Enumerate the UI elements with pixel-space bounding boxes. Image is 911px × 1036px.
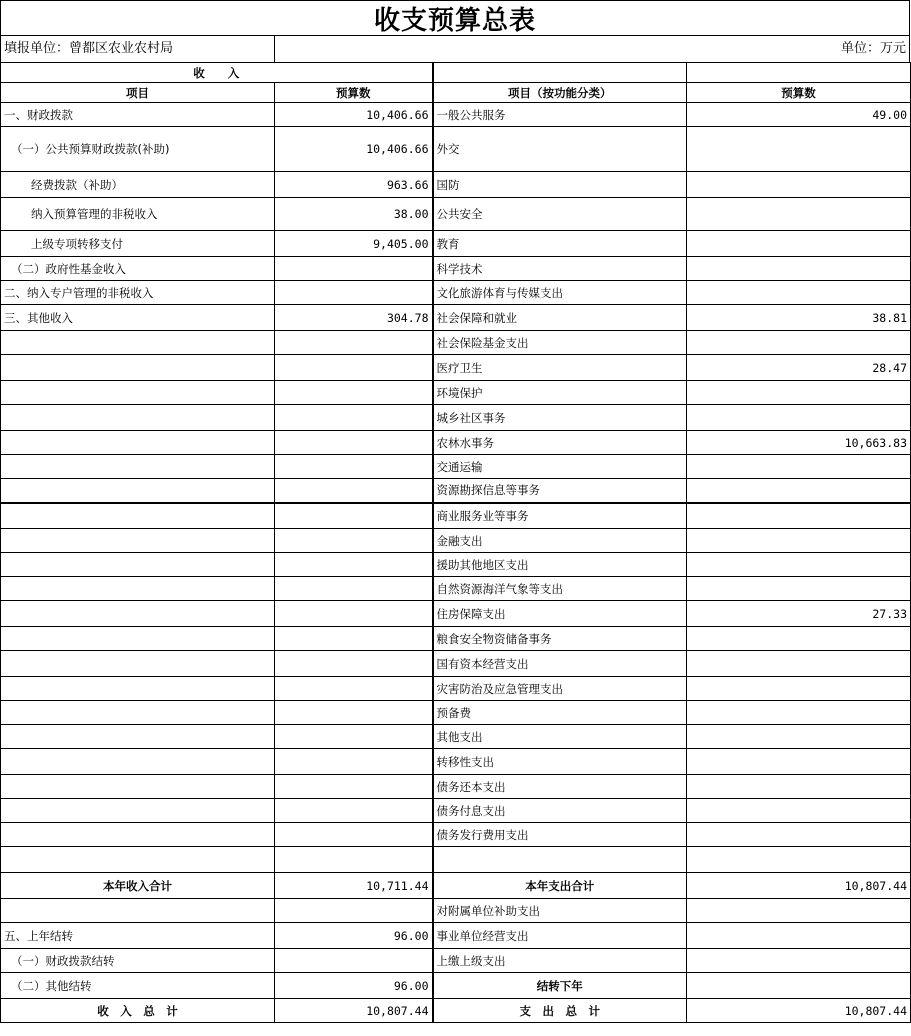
expense-amount-cell [687,949,911,973]
expense-item-cell: 医疗卫生 [433,355,687,381]
income-item-cell: （一）财政拨款结转 [1,949,275,973]
expense-item-cell: 金融支出 [433,529,687,553]
table-row [1,127,911,172]
table-row [1,172,911,198]
income-item-cell [1,651,275,677]
expense-item-cell: 上缴上级支出 [433,949,687,973]
expense-amount-cell [687,172,911,198]
expense-amount-cell [687,799,911,823]
expense-item-header: 项目（按功能分类） [433,83,687,103]
expense-item-cell: 城乡社区事务 [433,405,687,431]
expense-item-cell: 援助其他地区支出 [433,553,687,577]
table-row [1,257,911,281]
table-row [1,331,911,355]
income-amount-cell [275,627,433,651]
table-row [1,923,911,949]
expense-amount-cell: 28.47 [687,355,911,381]
income-item-cell: 三、其他收入 [1,305,275,331]
expense-section-header-blank [687,63,911,83]
income-item-cell: 上级专项转移支付 [1,231,275,257]
expense-item-cell: 国有资本经营支出 [433,651,687,677]
income-item-cell [1,503,275,529]
income-item-cell [1,749,275,775]
table-row [1,103,911,127]
income-amount-cell [275,749,433,775]
expense-item-cell: 粮食安全物资储备事务 [433,627,687,651]
income-amount-cell: 963.66 [275,172,433,198]
table-row [1,231,911,257]
table-row [1,601,911,627]
table-row [1,999,911,1023]
reporting-unit: 填报单位：曾都区农业农村局 [0,36,274,62]
table-row [1,431,911,455]
income-item-cell: 五、上年结转 [1,923,275,949]
expense-item-cell [433,847,687,873]
expense-amount-cell [687,503,911,529]
expense-item-cell: 本年支出合计 [433,873,687,899]
income-item-cell: 经费拨款（补助） [1,172,275,198]
income-item-cell: （二）其他结转 [1,973,275,999]
budget-table [0,62,911,1023]
expense-item-cell: 事业单位经营支出 [433,923,687,949]
expense-item-cell: 支 出 总 计 [433,999,687,1023]
income-amount-cell: 96.00 [275,973,433,999]
expense-amount-cell [687,973,911,999]
expense-item-cell: 债务发行费用支出 [433,823,687,847]
income-item-cell [1,601,275,627]
expense-item-cell: 其他支出 [433,725,687,749]
income-item-cell: 收 入 总 计 [1,999,275,1023]
table-row [1,677,911,701]
income-item-cell [1,577,275,601]
table-row [1,847,911,873]
expense-amount-cell [687,701,911,725]
table-row [1,198,911,231]
income-item-cell [1,677,275,701]
expense-item-cell: 资源勘探信息等事务 [433,479,687,503]
table-row [1,799,911,823]
table-row [1,775,911,799]
table-row [1,479,911,503]
expense-item-cell: 转移性支出 [433,749,687,775]
expense-item-cell: 文化旅游体育与传媒支出 [433,281,687,305]
table-row [1,701,911,725]
expense-item-cell: 科学技术 [433,257,687,281]
expense-item-cell: 一般公共服务 [433,103,687,127]
table-row [1,529,911,553]
income-section-header: 收 入 [1,63,433,83]
income-amount-cell: 96.00 [275,923,433,949]
table-row [1,823,911,847]
income-amount-cell [275,431,433,455]
expense-amount-cell [687,257,911,281]
income-item-cell [1,431,275,455]
income-amount-cell [275,725,433,749]
table-row [1,873,911,899]
income-item-cell: （二）政府性基金收入 [1,257,275,281]
income-amount-cell: 10,807.44 [275,999,433,1023]
table-row [1,577,911,601]
expense-amount-cell: 10,807.44 [687,873,911,899]
income-amount-cell [275,503,433,529]
income-amount-cell [275,455,433,479]
expense-amount-cell [687,381,911,405]
expense-amount-cell: 49.00 [687,103,911,127]
income-item-header: 项目 [1,83,275,103]
expense-amount-cell [687,651,911,677]
expense-item-cell: 交通运输 [433,455,687,479]
table-row [1,899,911,923]
income-amount-cell [275,701,433,725]
income-amount-cell [275,651,433,677]
income-amount-cell [275,331,433,355]
income-amount-cell: 9,405.00 [275,231,433,257]
income-amount-header: 预算数 [275,83,433,103]
expense-item-cell: 商业服务业等事务 [433,503,687,529]
expense-item-cell: 外交 [433,127,687,172]
income-amount-cell [275,847,433,873]
expense-amount-cell [687,198,911,231]
expense-amount-cell [687,775,911,799]
income-item-cell [1,799,275,823]
income-item-cell: 二、纳入专户管理的非税收入 [1,281,275,305]
expense-amount-cell [687,677,911,701]
expense-amount-cell: 38.81 [687,305,911,331]
income-item-cell [1,899,275,923]
expense-item-cell: 对附属单位补助支出 [433,899,687,923]
income-amount-cell [275,949,433,973]
income-item-cell: 本年收入合计 [1,873,275,899]
income-item-cell [1,355,275,381]
table-row [1,503,911,529]
expense-amount-cell [687,405,911,431]
income-item-cell: 纳入预算管理的非税收入 [1,198,275,231]
expense-item-cell: 债务付息支出 [433,799,687,823]
table-row [1,455,911,479]
income-item-cell [1,701,275,725]
expense-amount-cell [687,749,911,775]
table-row [1,749,911,775]
income-amount-cell [275,529,433,553]
income-item-cell [1,847,275,873]
expense-amount-cell [687,529,911,553]
income-amount-cell [275,355,433,381]
expense-amount-cell [687,847,911,873]
income-item-cell [1,479,275,503]
table-row [1,949,911,973]
expense-amount-cell [687,127,911,172]
expense-item-cell: 自然资源海洋气象等支出 [433,577,687,601]
income-amount-cell [275,381,433,405]
income-amount-cell [275,775,433,799]
expense-item-cell: 灾害防治及应急管理支出 [433,677,687,701]
table-row [1,381,911,405]
income-amount-cell [275,823,433,847]
expense-item-cell: 教育 [433,231,687,257]
table-row [1,281,911,305]
table-row [1,725,911,749]
table-row [1,355,911,381]
currency-unit: 单位：万元 [274,36,910,62]
expense-amount-cell [687,281,911,305]
expense-amount-cell [687,231,911,257]
income-item-cell [1,823,275,847]
income-amount-cell [275,553,433,577]
expense-amount-cell [687,577,911,601]
income-amount-cell [275,799,433,823]
income-item-cell [1,775,275,799]
expense-item-cell: 公共安全 [433,198,687,231]
income-amount-cell [275,281,433,305]
income-amount-cell: 304.78 [275,305,433,331]
income-item-cell [1,627,275,651]
expense-amount-cell [687,455,911,479]
expense-item-cell: 国防 [433,172,687,198]
table-row [1,973,911,999]
income-amount-cell [275,405,433,431]
expense-item-cell: 社会保障和就业 [433,305,687,331]
income-amount-cell [275,677,433,701]
income-amount-cell: 10,406.66 [275,127,433,172]
income-item-cell [1,331,275,355]
income-amount-cell: 38.00 [275,198,433,231]
table-row [1,553,911,577]
income-amount-cell [275,479,433,503]
income-amount-cell [275,577,433,601]
income-amount-cell [275,899,433,923]
expense-item-cell: 社会保险基金支出 [433,331,687,355]
page-title: 收支预算总表 [0,0,910,36]
expense-item-cell: 债务还本支出 [433,775,687,799]
column-header-row [1,83,911,103]
expense-amount-cell [687,479,911,503]
expense-item-cell: 农林水事务 [433,431,687,455]
expense-item-cell: 结转下年 [433,973,687,999]
income-item-cell [1,553,275,577]
table-row [1,305,911,331]
income-item-cell [1,529,275,553]
income-amount-cell: 10,711.44 [275,873,433,899]
expense-item-cell: 预备费 [433,701,687,725]
income-item-cell [1,725,275,749]
expense-section-header [433,63,687,83]
section-header-row [1,63,911,83]
income-item-cell: （一）公共预算财政拨款(补助) [1,127,275,172]
income-item-cell [1,455,275,479]
expense-amount-cell [687,823,911,847]
expense-item-cell: 住房保障支出 [433,601,687,627]
income-amount-cell [275,601,433,627]
income-amount-cell [275,257,433,281]
income-item-cell: 一、财政拨款 [1,103,275,127]
expense-amount-cell: 10,663.83 [687,431,911,455]
expense-item-cell: 环境保护 [433,381,687,405]
income-amount-cell: 10,406.66 [275,103,433,127]
expense-amount-cell: 27.33 [687,601,911,627]
expense-amount-cell [687,331,911,355]
income-item-cell [1,405,275,431]
expense-amount-cell [687,725,911,749]
expense-amount-cell: 10,807.44 [687,999,911,1023]
expense-amount-cell [687,627,911,651]
income-item-cell [1,381,275,405]
expense-amount-header: 预算数 [687,83,911,103]
expense-amount-cell [687,899,911,923]
table-row [1,651,911,677]
table-row [1,627,911,651]
expense-amount-cell [687,923,911,949]
expense-amount-cell [687,553,911,577]
table-row [1,405,911,431]
